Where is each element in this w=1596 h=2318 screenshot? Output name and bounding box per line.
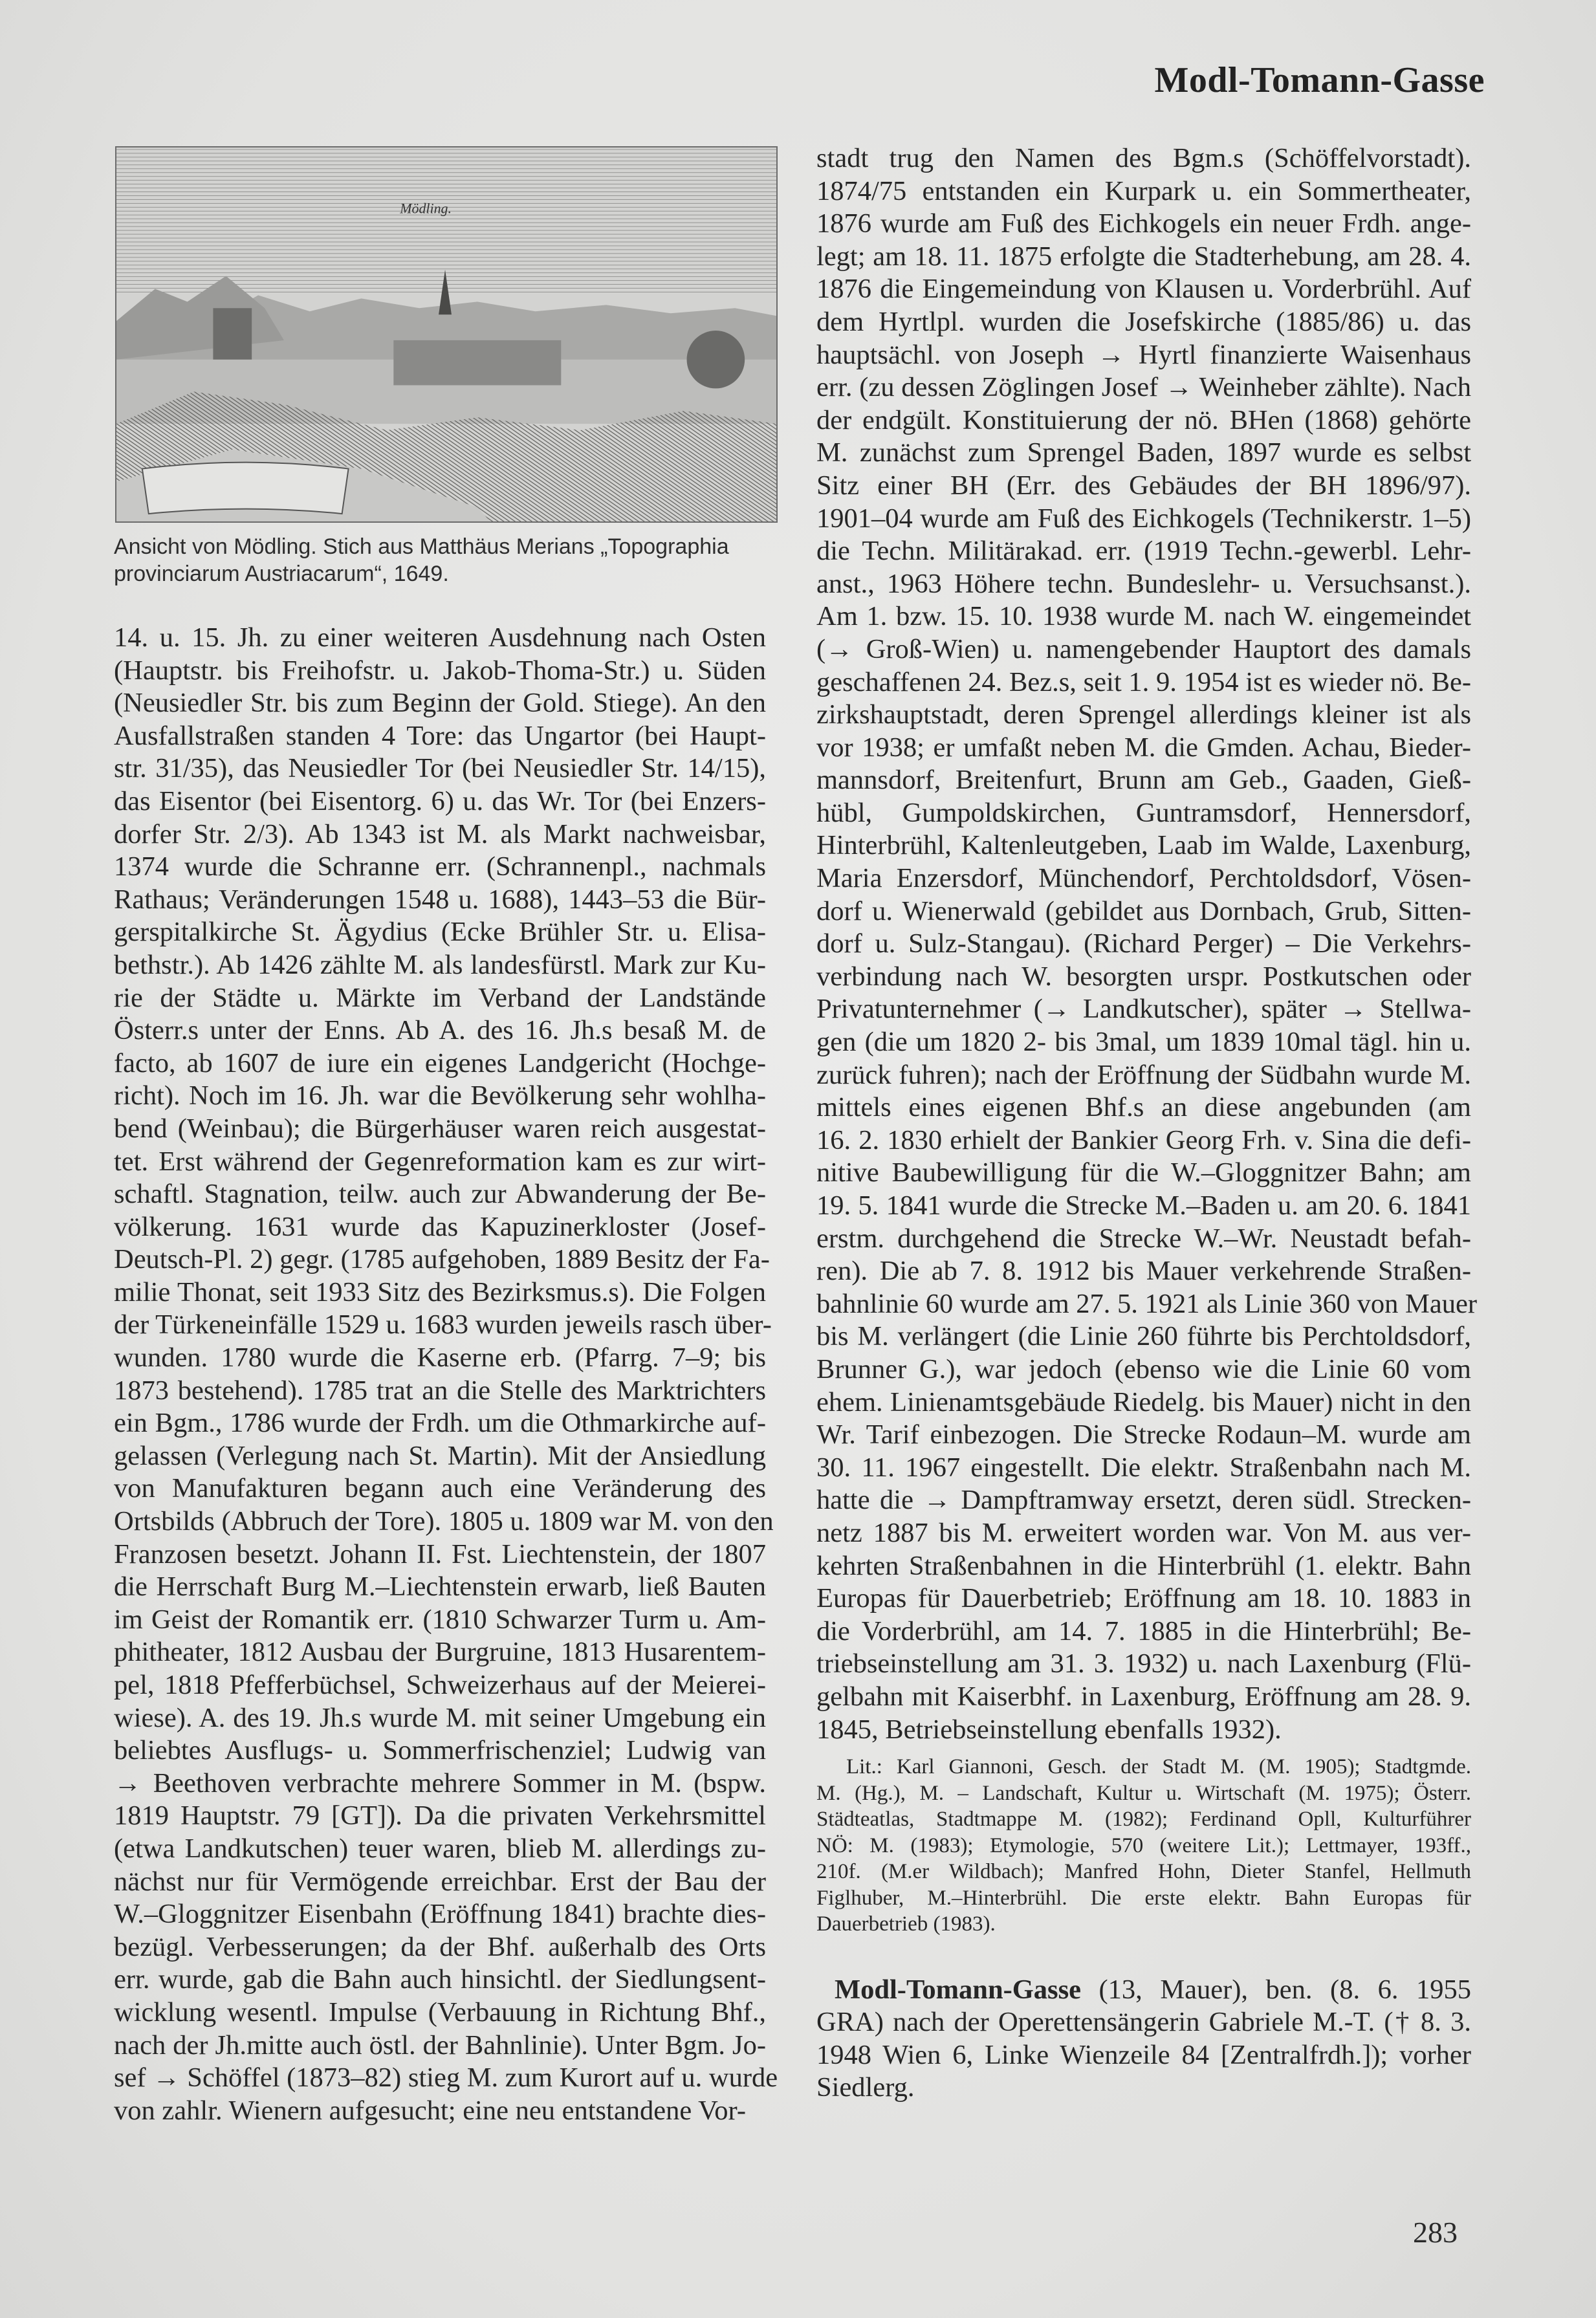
entry-line: GRA) nach der Operettensängerin Gabriele M.-T. († 8. 3.: [816, 2007, 1471, 2038]
text-line: Franzosen besetzt. Johann II. Fst. Liechtenstein, der 1807: [114, 1538, 766, 1569]
text-line: Ortsbilds (Abbruch der Tore). 1805 u. 1809 war M. von den: [114, 1506, 774, 1537]
text-line: (etwa Landkutschen) teuer waren, blieb M. allerdings zu-: [114, 1833, 766, 1864]
text-line: dem Hyrtlpl. wurden die Josefskirche (1885/86) u. das: [816, 306, 1471, 337]
text-line: wunden. 1780 wurde die Kaserne erb. (Pfarrg. 7–9; bis: [114, 1342, 766, 1373]
text-line: im Geist der Romantik err. (1810 Schwarzer Turm u. Am-: [114, 1604, 766, 1635]
text-line: Am 1. bzw. 15. 10. 1938 wurde M. nach W. eingemeindet: [816, 601, 1471, 632]
text-line: nach der Jh.mitte auch östl. der Bahnlinie). Unter Bgm. Jo-: [114, 2029, 766, 2061]
text-line: dorf u. Wienerwald (gebildet aus Dornbach, Grub, Sitten-: [816, 895, 1471, 926]
text-line: Lit.: Karl Giannoni, Gesch. der Stadt M. (M. 1905); Stadtgmde.: [846, 1755, 1471, 1779]
text-line: Sitz einer BH (Err. des Gebäudes der BH 1896/97).: [816, 470, 1471, 501]
text-line: nitive Baubewilligung für die W.–Gloggnitzer Bahn; am: [816, 1157, 1471, 1188]
text-line: Privatunternehmer (→ Landkutscher), später → Stellwa-: [816, 994, 1471, 1025]
text-line: err. (zu dessen Zöglingen Josef → Weinheber zählte). Nach: [816, 372, 1471, 403]
text-line: Österr.s unter der Enns. Ab A. des 16. Jh.s besaß M. de: [114, 1015, 766, 1046]
text-line: geschaffenen 24. Bez.s, seit 1. 9. 1954 ist es wieder nö. Be-: [816, 666, 1471, 697]
text-line: 210f. (M.er Wildbach); Manfred Hohn, Dieter Stanfel, Hellmuth: [816, 1860, 1471, 1884]
text-line: kehrten Straßenbahnen in die Hinterbrühl (1. elektr. Bahn: [816, 1550, 1471, 1581]
entry-line: Siedlerg.: [816, 2072, 915, 2103]
text-line: 1901–04 wurde am Fuß des Eichkogels (Technikerstr. 1–5): [816, 503, 1471, 534]
entry-first-line: [816, 1974, 1471, 2007]
text-line: Ausfallstraßen standen 4 Tore: das Ungartor (bei Haupt-: [114, 720, 766, 751]
text-line: 1819 Hauptstr. 79 [GT]). Da die privaten Verkehrsmittel: [114, 1800, 766, 1831]
text-line: M. zunächst zum Sprengel Baden, 1897 wurde es selbst: [816, 437, 1471, 468]
text-line: erstm. durchgehend die Strecke W.–Wr. Neustadt befah-: [816, 1223, 1471, 1254]
text-line: hübl, Gumpoldskirchen, Guntramsdorf, Hennersdorf,: [816, 797, 1471, 828]
text-line: hatte die → Dampftramway ersetzt, deren südl. Strecken-: [816, 1485, 1471, 1516]
text-line: Brunner G.), war jedoch (ebenso wie die Linie 60 vom: [816, 1353, 1471, 1384]
text-line: ehem. Linienamtsgebäude Riedelg. bis Mauer) nicht in den: [816, 1386, 1471, 1417]
right-column: [816, 142, 1477, 2105]
text-line: die Vorderbrühl, am 14. 7. 1885 in die Hinterbrühl; Be-: [816, 1615, 1471, 1646]
text-line: Deutsch-Pl. 2) gegr. (1785 aufgehoben, 1889 Besitz der Fa-: [114, 1244, 770, 1275]
figure-caption: [114, 533, 780, 587]
text-line: legt; am 18. 11. 1875 erfolgte die Stadterhebung, am 28. 4.: [816, 241, 1471, 272]
text-line: bethstr.). Ab 1426 zählte M. als landesfürstl. Mark zur Ku-: [114, 949, 766, 980]
legend-banner: [142, 463, 349, 514]
text-line: 14. u. 15. Jh. zu einer weiteren Ausdehnung nach Osten: [114, 622, 766, 653]
text-line: mannsdorf, Breitenfurt, Brunn am Geb., Gaaden, Gieß-: [816, 765, 1471, 796]
text-line: (→ Groß-Wien) u. namengebender Hauptort des damals: [816, 633, 1471, 664]
text-line: gerspitalkirche St. Ägydius (Ecke Brühler Str. u. Elisa-: [114, 917, 766, 948]
text-line: 1845, Betriebseinstellung ebenfalls 1932).: [816, 1714, 1282, 1745]
text-line: netz 1887 bis M. erweitert worden war. Von M. aus ver-: [816, 1517, 1471, 1548]
text-line: facto, ab 1607 de iure ein eigenes Landgericht (Hochge-: [114, 1047, 766, 1078]
text-line: beliebtes Ausflugs- u. Sommerfrischenziel; Ludwig van: [114, 1735, 766, 1766]
dictionary-entry: [816, 1974, 1471, 2105]
text-line: die Herrschaft Burg M.–Liechtenstein erwarb, ließ Bauten: [114, 1571, 766, 1602]
text-line: völkerung. 1631 wurde das Kapuzinerkloster (Josef-: [114, 1211, 766, 1242]
tree: [687, 331, 745, 388]
text-line: 1876 die Eingemeindung von Klausen u. Vorderbrühl. Auf: [816, 274, 1471, 305]
castle-ruin: [213, 308, 252, 359]
sky-hatching: [116, 148, 776, 295]
text-line: von zahlr. Wienern aufgesucht; eine neu entstandene Vor-: [114, 2095, 746, 2126]
text-line: 16. 2. 1830 erhielt der Bankier Georg Frh. v. Sina die defi-: [816, 1124, 1471, 1155]
text-line: NÖ: M. (1983); Etymologie, 570 (weitere Lit.); Lettmayer, 193ff.,: [816, 1833, 1471, 1857]
text-line: Maria Enzersdorf, Münchendorf, Perchtoldsdorf, Vösen-: [816, 863, 1471, 894]
text-line: richt). Noch im 16. Jh. war die Bevölkerung sehr wohlha-: [114, 1080, 766, 1111]
text-line: 19. 5. 1841 wurde die Strecke M.–Baden u. am 20. 6. 1841: [816, 1190, 1471, 1221]
entry-headword: Modl-Tomann-Gasse: [835, 1974, 1081, 2005]
text-line: von Manufakturen begann auch eine Veränderung des: [114, 1473, 766, 1504]
text-line: Figlhuber, M.–Hinterbrühl. Die erste elektr. Bahn Europas für: [816, 1886, 1471, 1910]
text-line: mittels eines eigenen Bhf.s an diese angebunden (am: [816, 1092, 1471, 1123]
running-head: Modl-Tomann-Gasse: [1154, 60, 1485, 100]
caption-line: Ansicht von Mödling. Stich aus Matthäus Merians „Topographia: [114, 534, 729, 559]
text-line: verbindung nach W. besorgten urspr. Postkutschen oder: [816, 961, 1471, 992]
text-line: 30. 11. 1967 eingestellt. Die elektr. Straßenbahn nach M.: [816, 1452, 1471, 1483]
text-line: dorf u. Sulz-Stangau). (Richard Perger) – Die Verkehrs-: [816, 928, 1471, 959]
text-line: das Eisentor (bei Eisentorg. 6) u. das Wr. Tor (bei Enzers-: [114, 785, 766, 816]
text-line: sef → Schöffel (1873–82) stieg M. zum Kurort auf u. wurde: [114, 2062, 778, 2094]
text-line: zirkshauptstadt, deren Sprengel allerdings kleiner ist als: [816, 699, 1471, 730]
text-line: Rathaus; Veränderungen 1548 u. 1688), 1443–53 die Bür-: [114, 884, 766, 915]
caption-line: provinciarum Austriacarum“, 1649.: [114, 562, 449, 586]
text-line: phitheater, 1812 Ausbau der Burgruine, 1813 Husarentem-: [114, 1637, 766, 1668]
text-line: bezügl. Verbesserungen; da der Bhf. außerhalb des Orts: [114, 1931, 766, 1962]
text-line: ein Bgm., 1786 wurde der Frdh. um die Othmarkirche auf-: [114, 1408, 766, 1439]
text-line: milie Thonat, seit 1933 Sitz des Bezirksmus.s). Die Folgen: [114, 1276, 766, 1307]
text-line: Städteatlas, Stadtmappe M. (1982); Ferdinand Opll, Kulturführer: [816, 1808, 1471, 1831]
text-line: wiese). A. des 19. Jh.s wurde M. mit seiner Umgebung ein: [114, 1702, 766, 1733]
text-line: nächst nur für Vermögende erreichbar. Erst der Bau der: [114, 1866, 766, 1897]
text-line: str. 31/35), das Neusiedler Tor (bei Neusiedler Str. 14/15),: [114, 753, 766, 784]
text-line: gen (die um 1820 2- bis 3mal, um 1839 10mal tägl. hin u.: [816, 1027, 1471, 1058]
text-line: W.–Gloggnitzer Eisenbahn (Eröffnung 1841) brachte dies-: [114, 1899, 766, 1930]
text-line: Europas für Dauerbetrieb; Eröffnung am 18. 10. 1883 in: [816, 1583, 1471, 1614]
text-line: gelbahn mit Kaiserbhf. in Laxenburg, Eröffnung am 28. 9.: [816, 1681, 1471, 1712]
text-line: schaftl. Stagnation, teilw. auch zur Abwanderung der Be-: [114, 1179, 766, 1210]
text-line: bahnlinie 60 wurde am 27. 5. 1921 als Linie 360 von Mauer: [816, 1288, 1477, 1319]
engraving-illustration: [115, 146, 778, 523]
text-line: M. (Hg.), M. – Landschaft, Kultur u. Wirtschaft (M. 1975); Österr.: [816, 1781, 1471, 1805]
page-number: 283: [1413, 2216, 1458, 2249]
text-line: (Neusiedler Str. bis zum Beginn der Gold. Stiege). An den: [114, 688, 766, 719]
main-text: [816, 142, 1477, 1746]
text-line: err. wurde, gab die Bahn auch hinsichtl. der Siedlungsent-: [114, 1964, 766, 1995]
text-line: Hinterbrühl, Kaltenleutgeben, Laab im Walde, Laxenburg,: [816, 830, 1471, 861]
text-line: der endgült. Konstituierung der nö. BHen (1868) gehörte: [816, 404, 1471, 435]
text-line: der Türkeneinfälle 1529 u. 1683 wurden jeweils rasch über-: [114, 1309, 772, 1340]
text-line: zurück fuhren); nach der Eröffnung der Südbahn wurde M.: [816, 1059, 1471, 1090]
text-line: pel, 1818 Pfefferbüchsel, Schweizerhaus auf der Meierei-: [114, 1670, 766, 1700]
text-line: (Hauptstr. bis Freihofstr. u. Jakob-Thoma-Str.) u. Süden: [114, 655, 766, 686]
left-column: [114, 622, 778, 2127]
text-line: bend (Weinbau); die Bürgerhäuser waren reich ausgestat-: [114, 1113, 766, 1144]
text-line: anst., 1963 Höhere techn. Bundeslehr- u. Versuchsanst.).: [816, 568, 1471, 599]
text-line: gelassen (Verlegung nach St. Martin). Mit der Ansiedlung: [114, 1440, 766, 1471]
text-line: → Beethoven verbrachte mehrere Sommer in M. (bspw.: [114, 1767, 766, 1799]
text-line: stadt trug den Namen des Bgm.s (Schöffelvorstadt).: [816, 143, 1471, 173]
text-line: vor 1938; er umfaßt neben M. die Gmden. Achau, Bieder-: [816, 732, 1471, 763]
text-line: wicklung wesentl. Impulse (Verbauung in Richtung Bhf.,: [114, 1996, 766, 2028]
entry-first-line-rest: (13, Mauer), ben. (8. 6. 1955: [1081, 1974, 1471, 2005]
text-line: triebseinstellung am 31. 3. 1932) u. nach Laxenburg (Flü-: [816, 1648, 1471, 1679]
text-line: Wr. Tarif einbezogen. Die Strecke Rodaun–M. wurde am: [816, 1419, 1471, 1450]
moedling-engraving: [116, 148, 776, 521]
literature-references: [816, 1754, 1471, 1938]
text-line: 1876 wurde am Fuß des Eichkogels ein neuer Frdh. ange-: [816, 208, 1471, 239]
text-line: die Techn. Militärakad. err. (1919 Techn.-gewerbl. Lehr-: [816, 536, 1471, 567]
engraving-title: Mödling.: [400, 201, 452, 217]
text-line: hauptsächl. von Joseph → Hyrtl finanzierte Waisenhaus: [816, 339, 1471, 370]
text-line: Dauerbetrieb (1983).: [816, 1912, 996, 1936]
text-line: dorfer Str. 2/3). Ab 1343 ist M. als Markt nachweisbar,: [114, 818, 766, 849]
entry-line: 1948 Wien 6, Linke Wienzeile 84 [Zentralfrdh.]); vorher: [816, 2039, 1471, 2070]
text-line: bis M. verlängert (die Linie 260 führte bis Perchtoldsdorf,: [816, 1321, 1471, 1352]
text-line: tet. Erst während der Gegenreformation kam es zur wirt-: [114, 1146, 766, 1177]
text-line: ren). Die ab 7. 8. 1912 bis Mauer verkehrende Straßen-: [816, 1256, 1471, 1287]
text-line: 1374 wurde die Schranne err. (Schrannenpl., nachmals: [114, 851, 766, 882]
town: [393, 340, 561, 386]
text-line: 1874/75 entstanden ein Kurpark u. ein Sommertheater,: [816, 175, 1471, 206]
text-line: rie der Städte u. Märkte im Verband der Landstände: [114, 982, 766, 1013]
text-line: 1873 bestehend). 1785 trat an die Stelle des Marktrichters: [114, 1375, 766, 1406]
